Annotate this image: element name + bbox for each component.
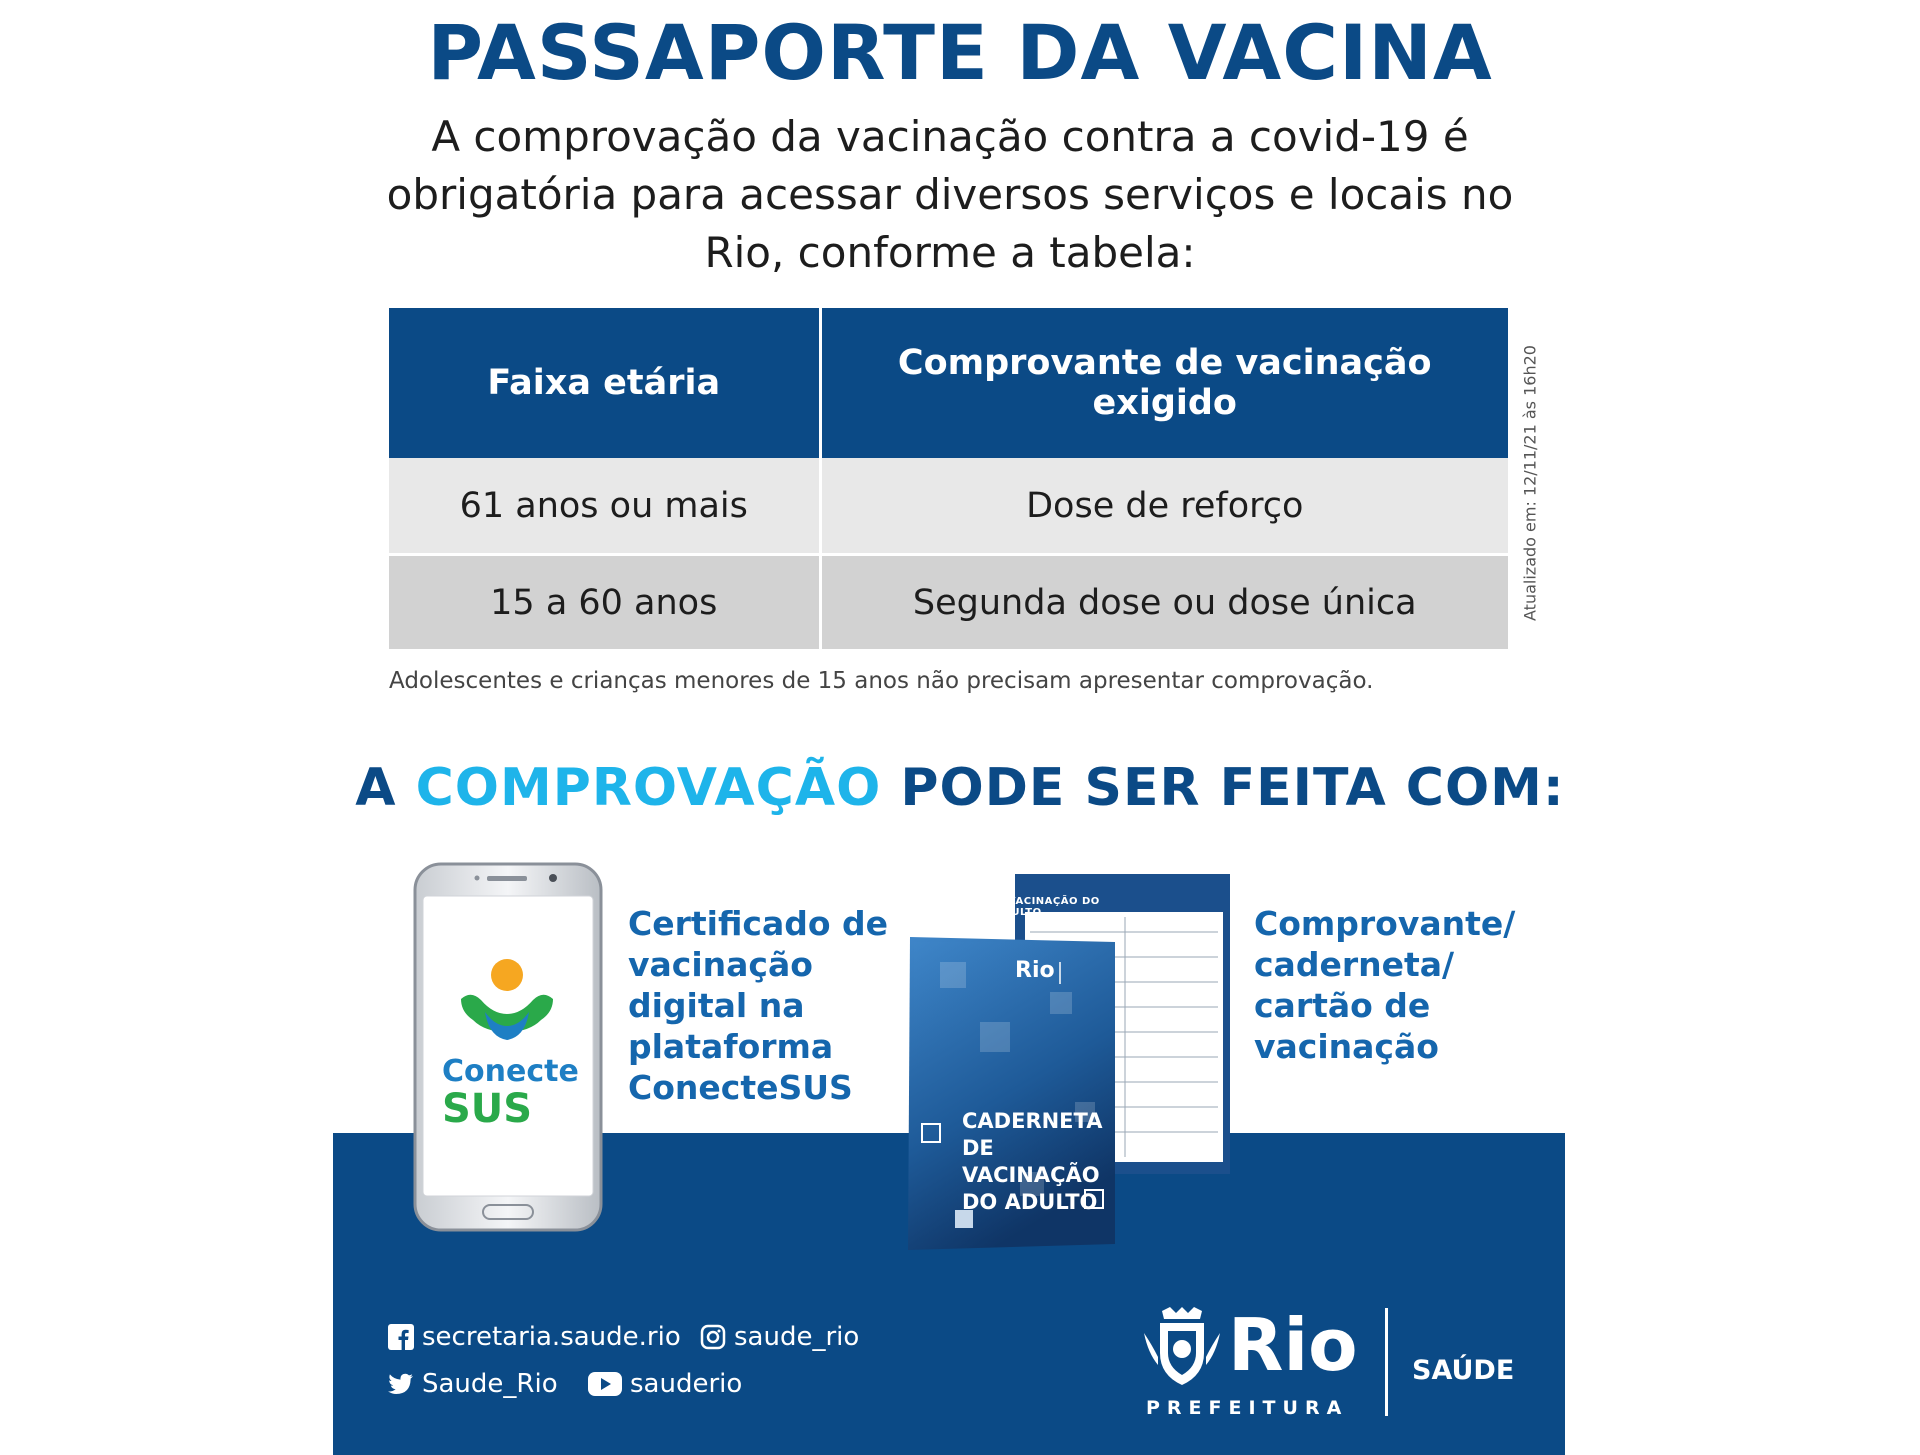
smartphone-icon: [413, 862, 603, 1236]
logo-wordmark: Rio: [1228, 1303, 1358, 1387]
updated-note: [1520, 325, 1540, 640]
vaccination-table: [389, 308, 1508, 649]
table-cell-required-proof: Dose de reforço: [820, 458, 1508, 555]
table-cell-age-range: 15 a 60 anos: [389, 555, 820, 650]
logo-subtitle: PREFEITURA: [1146, 1397, 1349, 1419]
twitter-link[interactable]: [388, 1369, 558, 1399]
twitter-handle: Saude_Rio: [422, 1369, 558, 1399]
section-heading: [0, 758, 1920, 818]
section-heading-prefix: A: [355, 758, 397, 818]
option-vaccination-card-text: Comprovante/ caderneta/ cartão de vacinação: [1254, 904, 1516, 1066]
conectesus-name-line2: SUS: [442, 1086, 533, 1132]
table-row: [389, 555, 1508, 650]
facebook-link[interactable]: [388, 1322, 681, 1352]
table-footnote: Adolescentes e crianças menores de 15 anos não precisam apresentar comprovação.: [389, 668, 1374, 694]
booklet-logo: Rio: [1015, 958, 1055, 983]
table-cell-age-range: 61 anos ou mais: [389, 458, 820, 555]
youtube-link[interactable]: [588, 1369, 742, 1399]
rio-coat-of-arms-icon: [1140, 1305, 1224, 1393]
facebook-handle: secretaria.saude.rio: [422, 1322, 681, 1352]
logo-department: SAÚDE: [1412, 1355, 1515, 1386]
table-header-row: [389, 308, 1508, 458]
column-header-age-range: Faixa etária: [389, 308, 820, 458]
page-subtitle: A comprovação da vacinação contra a covid-19 é obrigatória para acessar diversos serviços e locais no Rio, conforme a tabela:: [386, 112, 1514, 277]
column-header-required-proof: Comprovante de vacinação exigido: [820, 308, 1508, 458]
conectesus-name-line1: Conecte: [442, 1054, 579, 1089]
section-heading-highlight: COMPROVAÇÃO: [415, 758, 882, 818]
twitter-icon: [388, 1373, 414, 1395]
option-digital-certificate-text: Certificado de vacinação digital na plataforma ConecteSUS: [628, 904, 889, 1107]
table-cell-required-proof: Segunda dose ou dose única: [820, 555, 1508, 650]
updated-note-text: Atualizado em: 12/11/21 às 16h20: [1520, 344, 1540, 621]
youtube-handle: sauderio: [630, 1369, 743, 1399]
card-title: CARTÃO DE VACINAÇÃO DO ADULTO: [936, 896, 1100, 918]
instagram-icon: [700, 1324, 726, 1350]
instagram-link[interactable]: [700, 1322, 859, 1352]
table-row: [389, 458, 1508, 555]
instagram-handle: saude_rio: [734, 1322, 860, 1352]
booklet-title: CADERNETA DE VACINAÇÃO DO ADULTO: [962, 1109, 1103, 1214]
logo-divider: [1385, 1308, 1388, 1416]
facebook-icon: [388, 1324, 414, 1350]
section-heading-suffix: PODE SER FEITA COM:: [900, 758, 1565, 818]
page-title: PASSAPORTE DA VACINA: [427, 8, 1493, 97]
youtube-icon: [588, 1372, 622, 1396]
